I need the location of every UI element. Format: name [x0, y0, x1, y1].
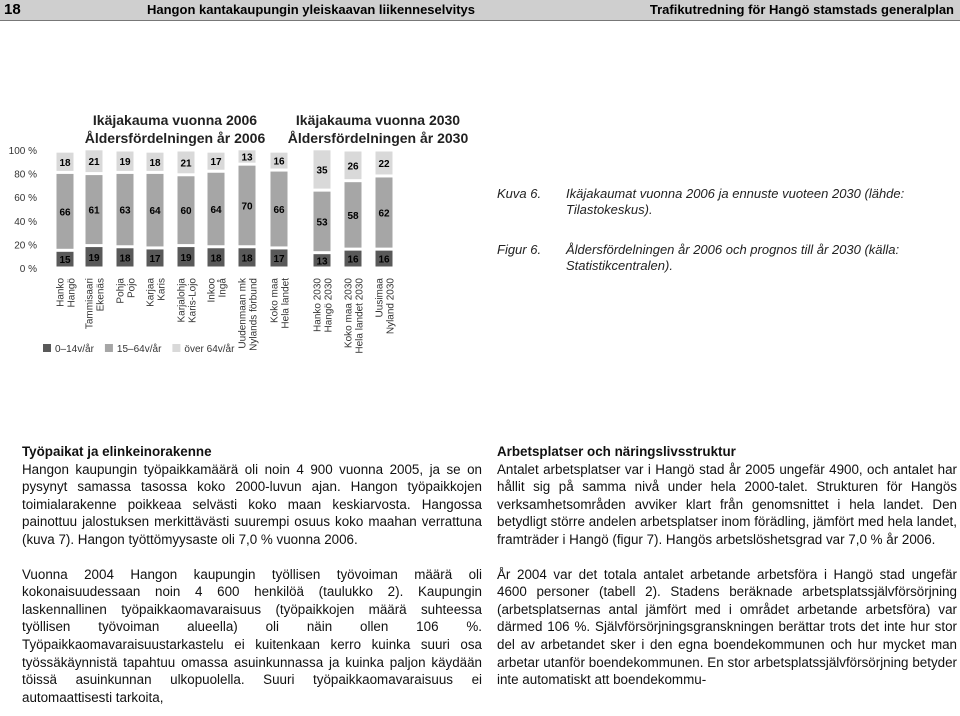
- paragraph-finnish-2: Vuonna 2004 Hangon kaupungin työllisen työvoiman määrä oli kokonaisuudessaan noin 4 600 henkilöä (taulukko 2). Kaupungin laskennallinen työpaikkaomavaraisuus (työpaikkojen määrä suhteessa työllisen työvoiman alueella) oli näin ollen 106 %. Työpaikkaomavaraisuustarkastelu ei kuitenkaan kerro kuinka suuri osa työssäkäynnistä tapahtuu omassa asuinkunnassa ja kuinka paljon käydään töissä asuinkunnan ulkopuolella. Suuri työpaikkaomavaraisuus ei automaattisesti tarkoita,: [22, 566, 482, 705]
- bar-value-label: 66: [59, 207, 71, 219]
- chart-title-2030-fi: Ikäjakauma vuonna 2030: [295, 112, 461, 128]
- legend-label: 0–14v/år: [55, 344, 94, 355]
- bars-group: [57, 150, 393, 267]
- y-tick-label: 20 %: [14, 240, 37, 252]
- bar-value-label: 60: [180, 206, 192, 218]
- y-axis: [9, 146, 37, 275]
- caption-finnish: [566, 186, 904, 218]
- header-title-swedish: Trafikutredning för Hangö stamstads generalplan: [649, 2, 954, 17]
- bar-value-label: 17: [210, 157, 222, 169]
- x-tick-label: Hanko: [55, 278, 67, 307]
- x-tick-label: Nylands förbund: [248, 278, 260, 351]
- bar-value-label: 64: [210, 205, 222, 216]
- bar-value-label: 13: [241, 152, 253, 164]
- bar-value-label: 15: [59, 255, 71, 267]
- bar-value-label: 18: [119, 253, 131, 265]
- bar-value-label: 16: [347, 254, 359, 266]
- x-tick-label: Koko maa: [269, 278, 281, 324]
- legend-swatch: [105, 344, 113, 352]
- y-tick-label: 0 %: [19, 264, 37, 275]
- paragraph-finnish-1: Hangon kaupungin työpaikkamäärä oli noin 4 900 vuonna 2005, ja se on pysynyt samassa tasossa koko 2000-luvun ajan. Hangon työpaikkojen toimialarakenne poikkeaa selvästi koko maan keskiarvosta. Hangossa painottuu jalostuksen merkittävästi suurempi osuus koko maahan verrattuna (kuva 7). Hangon työttömyysaste oli 7,0 % vuonna 2006.: [22, 461, 482, 547]
- swedish-text-column: [497, 443, 957, 689]
- bar-value-label: 18: [241, 253, 253, 265]
- x-tick-label: Koko maa 2030: [343, 278, 355, 349]
- age-distribution-chart: [0, 100, 470, 370]
- x-tick-label: Karjalohja: [176, 278, 188, 323]
- x-tick-label: Nyland 2030: [385, 278, 397, 335]
- bar-value-label: 26: [347, 161, 359, 173]
- x-tick-label: Karjaa: [145, 278, 157, 307]
- y-tick-label: 100 %: [8, 146, 37, 157]
- bar-value-label: 13: [316, 256, 328, 268]
- x-tick-label: Tammisaari: [84, 278, 96, 330]
- bar-value-label: 58: [347, 210, 359, 222]
- x-tick-label: Pohja: [115, 278, 127, 304]
- x-tick-label: Ekenäs: [95, 278, 107, 312]
- chart-title-2006-fi: Ikäjakauma vuonna 2006: [92, 112, 258, 128]
- section-heading-finnish: Työpaikat ja elinkeinorakenne: [22, 444, 212, 459]
- paragraph-swedish-2: År 2004 var det totala antalet arbetande arbetsföra i Hangö stad ungefär 4600 personer (tabell 2). Stadens beräknade arbetsplatssjälvförsörjning (arbetsplatsernas antal jämfört med i området arbetande arbetsföra) var därmed 106 %. Självförsörjningsgranskningen berättar trots det inte hur stor del av arbetandet sker i den egna boendekommunen och hur mycket man arbetar utanför boendekommunen. En stor arbetsplatssjälvförsörjning betyder inte automatiskt att boendekommu-: [497, 566, 957, 688]
- caption-swedish: [566, 242, 899, 274]
- x-tick-label: Pojo: [126, 278, 138, 299]
- x-axis-labels: [56, 277, 397, 354]
- bar-value-label: 19: [119, 157, 131, 169]
- bar-value-label: 61: [88, 205, 100, 217]
- y-tick-label: 40 %: [14, 216, 37, 228]
- bar-value-label: 64: [149, 206, 161, 218]
- bar-value-label: 70: [241, 201, 253, 213]
- bar-value-label: 18: [149, 157, 161, 169]
- x-tick-label: Hangö: [66, 278, 78, 308]
- x-tick-label: Hela landet 2030: [354, 278, 366, 354]
- caption-swedish-line2: Statistikcentralen).: [566, 258, 673, 273]
- x-tick-label: Uudenmaan mk: [237, 278, 249, 349]
- caption-finnish-line2: Tilastokeskus).: [566, 202, 653, 217]
- y-tick-label: 60 %: [14, 193, 37, 205]
- bar-value-label: 22: [378, 158, 390, 170]
- header-divider: [0, 20, 960, 21]
- bar-value-label: 18: [59, 157, 71, 169]
- paragraph-swedish-1: Antalet arbetsplatser var i Hangö stad år 2005 ungefär 4900, och antalet har hållit sig på samma nivå under hela 2000-talet. Strukturen för Hangös verksamhetsområden avviker klart från genomsnittet i hela landet. Den betydligt större andelen arbetsplatser inom förädling, jämfört med hela landet, framträder i Hangö (figur 7). Hangös arbetslöshetsgrad var 7,0 % år 2006.: [497, 461, 957, 547]
- chart-title-2030-sv: Åldersfördelningen år 2030: [287, 130, 469, 146]
- caption-finnish-line1: Ikäjakaumat vuonna 2006 ja ennuste vuoteen 2030 (lähde:: [566, 186, 905, 201]
- bar-value-label: 53: [316, 217, 328, 229]
- bar-value-label: 19: [180, 252, 192, 264]
- legend-label: 15–64v/år: [116, 344, 162, 355]
- caption-swedish-line1: Åldersfördelningen år 2006 och prognos till år 2030 (källa:: [566, 242, 900, 257]
- x-tick-label: Inkoo: [206, 278, 218, 303]
- section-heading-swedish: Arbetsplatser och näringslivsstruktur: [497, 444, 736, 459]
- x-tick-label: Hela landet: [280, 278, 292, 329]
- bar-value-label: 21: [88, 157, 100, 169]
- page-header: [0, 0, 960, 20]
- bar-value-label: 16: [273, 156, 285, 168]
- y-tick-label: 80 %: [14, 169, 37, 181]
- caption-label-finnish: Kuva 6.: [497, 186, 542, 201]
- bar-value-label: 21: [180, 158, 192, 170]
- x-tick-label: Karis: [156, 278, 168, 301]
- chart-title-2006: [85, 112, 266, 146]
- caption-label-swedish: Figur 6.: [497, 242, 542, 257]
- chart-title-2030: [288, 112, 469, 146]
- bar-value-label: 17: [273, 253, 285, 265]
- bar-value-label: 16: [378, 254, 390, 266]
- bar-value-label: 18: [210, 253, 222, 265]
- bar-value-label: 19: [88, 252, 100, 264]
- bar-value-label: 63: [119, 205, 131, 217]
- bar-value-label: 35: [316, 165, 328, 177]
- x-tick-label: Hanko 2030: [312, 278, 324, 332]
- chart-title-2006-sv: Åldersfördelningen år 2006: [84, 130, 266, 146]
- x-tick-label: Hangö 2030: [323, 278, 335, 333]
- legend-swatch: [172, 344, 180, 352]
- finnish-text-column: [22, 443, 482, 706]
- chart-legend: [43, 343, 235, 355]
- bar-value-label: 17: [149, 253, 161, 265]
- header-title-finnish: Hangon kantakaupungin yleiskaavan liikenneselvitys: [147, 2, 476, 17]
- bar-value-label: 66: [273, 205, 285, 216]
- legend-label: över 64v/år: [184, 344, 235, 355]
- x-tick-label: Karis-Lojo: [187, 278, 199, 324]
- legend-swatch: [43, 344, 51, 352]
- bar-value-label: 62: [378, 208, 390, 220]
- page-number: 18: [4, 1, 21, 18]
- x-tick-label: Ingå: [217, 278, 229, 298]
- x-tick-label: Uusimaa: [374, 278, 386, 318]
